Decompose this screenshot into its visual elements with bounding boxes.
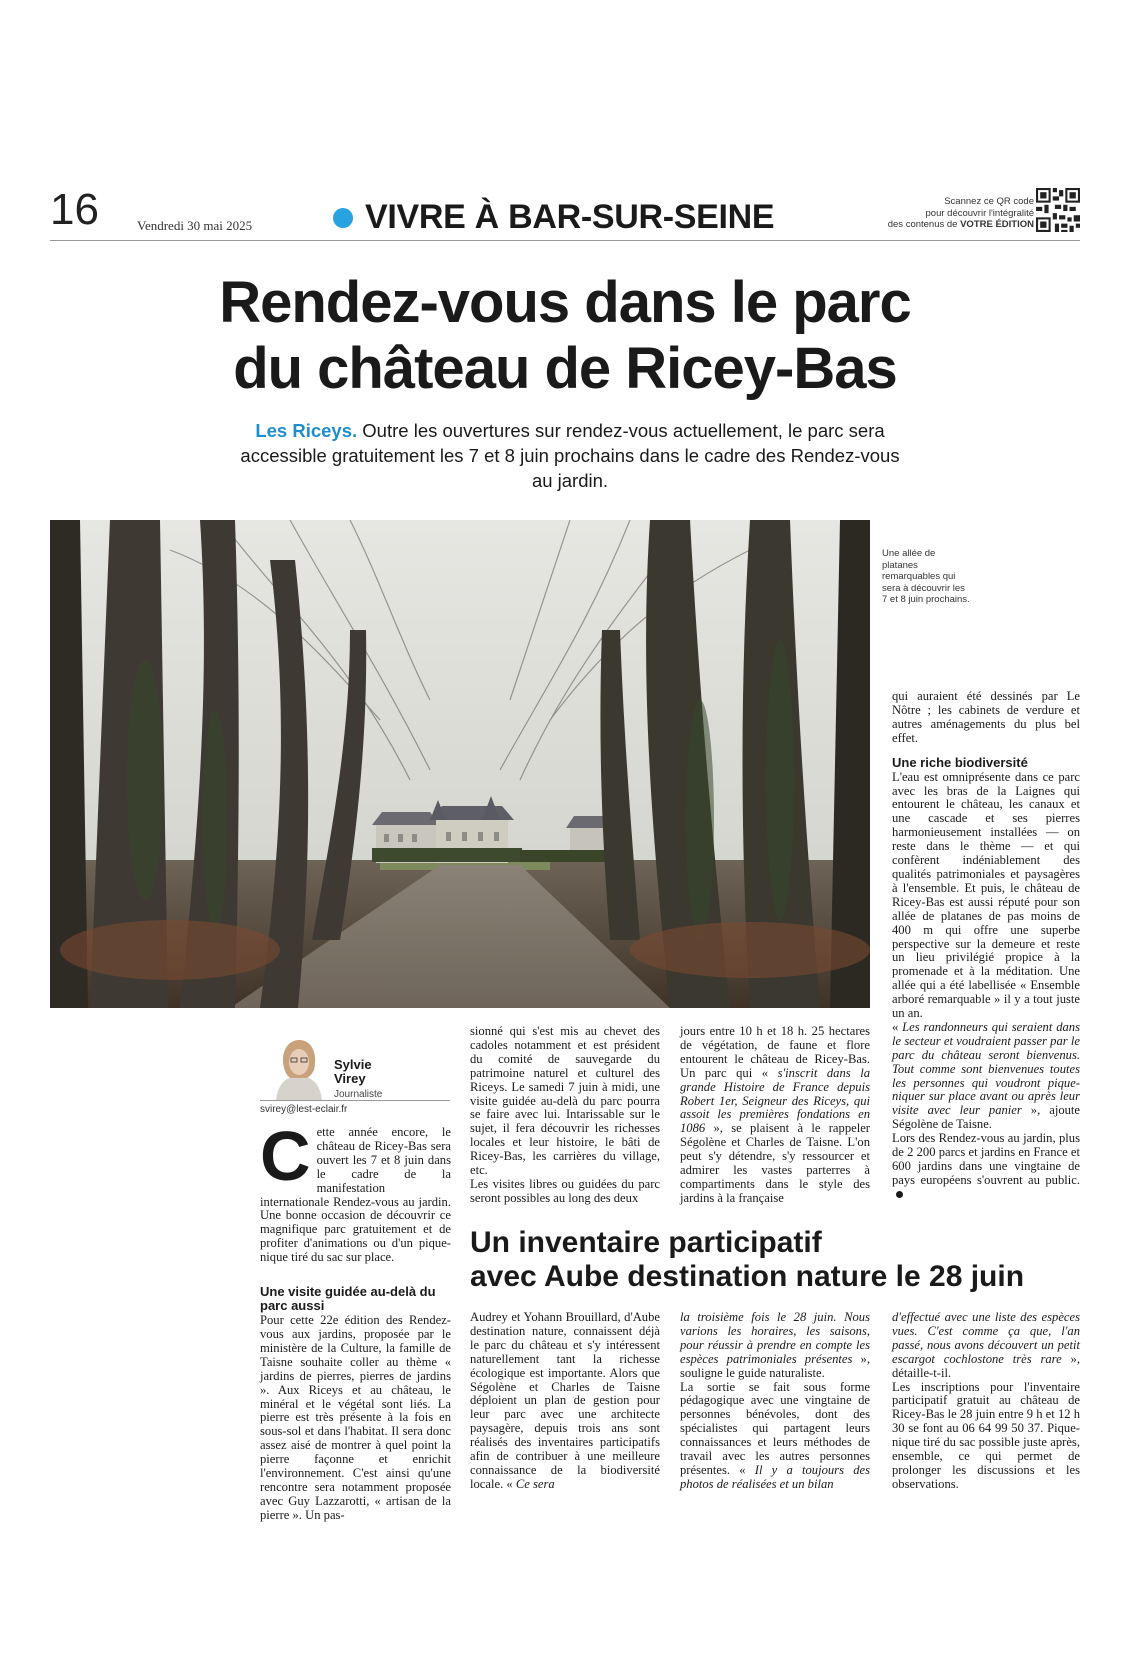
article-column-4	[892, 690, 1080, 1202]
sidebar-c2-attribution: », souligne le guide naturaliste.	[680, 1351, 870, 1380]
column-1-intro	[260, 1117, 451, 1265]
sidebar-c2-text: La sortie se fait sous forme pédagogique avec une vingtaine de personnes bénévoles, dont des spécialistes qui partagent leurs connaissances et leurs méthodes de travail avec les autres personnes présentes. «	[680, 1379, 870, 1477]
lead-text: Outre les ouvertures sur rendez-vous actuellement, le parc sera accessible gratuitement les 7 et 8 juin prochains dans le cadre des Rendez-vous au jardin.	[240, 420, 900, 491]
qr-code-icon[interactable]	[1036, 188, 1080, 232]
column-3-paragraph-1	[680, 1025, 870, 1206]
sidebar-title	[470, 1226, 1080, 1294]
sidebar-column-1-paragraph	[470, 1311, 660, 1492]
column-3-text-b: », se plaisent à le rappeler Ségolène et Charles de Taisne. L'on peut s'y détendre, s'y ressourcer et admirer les vastes parterres à compartiments dans le style des jardins à la française	[680, 1121, 870, 1205]
sidebar-column-3-paragraph-2: Les inscriptions pour l'inventaire participatif gratuit au château de Ricey-Bas le 28 juin entre 9 h et 12 h 30 se font au 06 64 99 50 37. Pique-nique tiré du sac possible juste après, ensemble, ce qui permet de prolonger les discussions et les observations.	[892, 1379, 1080, 1491]
sidebar-column-2-paragraph-2	[680, 1381, 870, 1492]
sidebar-title-line-2: avec Aube destination nature le 28 juin	[470, 1260, 1025, 1293]
page-number: 16	[50, 185, 99, 234]
author-email-link[interactable]: svirey@lest-eclair.fr	[260, 1104, 348, 1115]
sidebar-column-2	[680, 1311, 870, 1492]
issue-date: Vendredi 30 mai 2025	[137, 218, 253, 233]
qr-line-2: pour découvrir l'intégralité	[925, 207, 1034, 219]
subheading-biodiversite: Une riche biodiversité	[892, 754, 1028, 770]
sidebar-c1-text: Audrey et Yohann Brouillard, d'Aube destination nature, connaissent déjà le parc du château et s'y intéressent naturellement tant la richesse écologique est importante. Alors que Ségolène et Charles de Taisne déploient un plan de gestion pour leur parc avec une architecte paysagère, depuis trois ans sont réalisés des inventaires participatifs afin de contribuer à une meilleure connaissance de la biodiversité locale. «	[470, 1310, 660, 1491]
sidebar-column-2-paragraph-1	[680, 1311, 870, 1381]
sidebar-c3-quote: d'effectué avec une liste des espèces vues. C'est comme ça que, l'an passé, nous avons découvert un petit escargot cochlostone très rare	[892, 1310, 1080, 1366]
column-4-paragraph-4	[892, 1132, 1080, 1202]
column-4-paragraph-3: « Les randonneurs qui seraient dans le secteur et voudraient passer par le parc du château seront bienvenus. Tout comme sont bienvenues toutes les personnes qui voudront pique-niquer sur place avant ou après leur visite avec leur panier », ajoute Ségolène de Taisne.	[892, 1019, 1080, 1132]
column-2-paragraph-1: sionné qui s'est mis au chevet des cadoles notamment et est président du comité de sauvegarde du patrimoine naturel et culturel des Riceys. Le samedi 7 juin à midi, une visite guidée au-delà du parc pourra se faire avec lui. Intarissable sur le sujet, il fera découvrir les richesses locales et leur histoire, le bâti de Ricey-Bas, les carrières du village, etc.	[470, 1024, 660, 1178]
sidebar-column-1	[470, 1311, 660, 1492]
sidebar-column-3	[892, 1311, 1080, 1492]
rubric-label: VIVRE À BAR-SUR-SEINE	[365, 198, 775, 236]
dropcap: C	[260, 1117, 311, 1195]
photo-caption: Une allée de platanes remarquables qui sera à découvrir les 7 et 8 juin prochains.	[882, 548, 970, 605]
lead-place: Les Riceys.	[255, 420, 358, 441]
column-1-paragraph-2: Pour cette 22e édition des Rendez-vous aux jardins, proposée par le ministère de la Culture, la famille de Taisne souhaite coller au thème « jardins de pierres, pierres de jardins ». Aux Riceys et au château, le minéral et le végétal sont liés. La pierre est très présente à la fois en sous-sol et dans l'habitat. Il sera donc assez aisé de montrer à quel point la pierre façonne et enrichit l'environnement. C'est ainsi qu'une rencontre sera notamment proposée avec Guy Lazzarotti, « artisan de la pierre ». Un pas-	[260, 1313, 451, 1522]
qr-promo-text	[888, 196, 1034, 231]
sidebar-column-3-paragraph-1	[892, 1311, 1080, 1381]
photo-alley-of-plane-trees	[50, 520, 870, 1008]
article-column-1	[260, 1117, 451, 1523]
column-1-paragraph-1: ette année encore, le château de Ricey-Bas sera ouvert les 7 et 8 juin dans le cadre de la manifestation internationale Rendez-vous au jardin. Une bonne occasion de découvrir ce magnifique parc gratuitement et de profiter d'animations ou d'un pique-nique tiré du sac sur place.	[260, 1125, 451, 1265]
subheading-visite-guidee: Une visite guidée au-delà du parc aussi	[260, 1284, 436, 1314]
column-4-text: Lors des Rendez-vous au jardin, plus de 2 200 parcs et jardins en France et 600 jardins dans une vingtaine de pays européens s'ouvrent au public.	[892, 1131, 1080, 1187]
author-avatar	[270, 1034, 328, 1100]
qr-line-1: Scannez ce QR code	[944, 196, 1034, 207]
article-column-3	[680, 1025, 870, 1206]
column-4-quote: Les randonneurs qui seraient dans le secteur et voudraient passer par le parc du château seront bienvenus. Tout comme sont bienvenues toutes les personnes qui voudront pique-niquer sur place avant ou après leur visite avec leur panier	[892, 1019, 1080, 1118]
end-dot-icon	[896, 1191, 903, 1198]
author-role: Journaliste	[334, 1089, 383, 1100]
sidebar-c3-attribution: », détaille-t-il.	[892, 1351, 1080, 1380]
title-line-1: Rendez-vous dans le parc	[219, 270, 911, 335]
column-3-text-a: jours entre 10 h et 18 h. 25 hectares de végétation, de faune et flore entourent le château de Ricey-Bas. Un parc qui «	[680, 1024, 870, 1080]
section-rubric	[333, 198, 774, 237]
column-2-paragraph-2: Les visites libres ou guidées du parc seront possibles au long des deux	[470, 1176, 660, 1205]
author-first-name: Sylvie	[334, 1057, 372, 1072]
column-4-attribution: », ajoute Ségolène de Taisne.	[892, 1103, 1080, 1132]
author-rule	[260, 1100, 450, 1101]
article-column-2	[470, 1025, 660, 1206]
sidebar-c2-quote: la troisième fois le 28 juin. Nous varions les horaires, les saisons, pour réussir à prendre en compte les espèces patrimoniales présentes	[680, 1310, 870, 1366]
sidebar-c1-quote: Ce sera	[515, 1476, 555, 1491]
title-line-2: du château de Ricey-Bas	[233, 336, 897, 401]
article-title	[50, 270, 1080, 402]
rubric-dot-icon	[333, 208, 353, 228]
sidebar-title-line-1: Un inventaire participatif	[470, 1226, 822, 1259]
qr-line-3	[888, 219, 1034, 231]
qr-line-3-bold: VOTRE ÉDITION	[960, 219, 1034, 230]
column-4-paragraph-2: L'eau est omniprésente dans ce parc avec les bras de la Laignes qui entourent le château, les canaux et une cascade et ses pierres harmonieusement installées — on reste dans le thème — et qui confèrent indéniablement des qualités patrimoniales et paysagères à l'ensemble. Et puis, le château de Ricey-Bas est aussi réputé pour son allée de platanes de pas moins de 400 m qui offre une superbe perspective sur la demeure et reste un lieu privilégié propice à la promenade et à la méditation. Une allée qui a été labellisée « Ensemble arboré remarquable » il y a tout juste un an.	[892, 769, 1080, 1021]
author-last-name: Virey	[334, 1071, 366, 1086]
header-rule	[50, 240, 1080, 241]
article-lead	[230, 418, 910, 493]
column-3-quote: s'inscrit dans la grande Histoire de France depuis Robert 1er, Seigneur des Riceys, qui assoit les premières fondations en 1086	[680, 1065, 871, 1136]
sidebar-c2-quote-2: Il y a toujours des photos de réalisées et un bilan	[680, 1462, 870, 1491]
article-photo	[50, 520, 870, 1008]
qr-line-3-prefix: des contenus de	[887, 219, 961, 230]
column-4-paragraph-1: qui auraient été dessinés par Le Nôtre ; les cabinets de verdure et autres aménagements du plus bel effet.	[892, 689, 1080, 745]
author-name	[334, 1058, 372, 1086]
